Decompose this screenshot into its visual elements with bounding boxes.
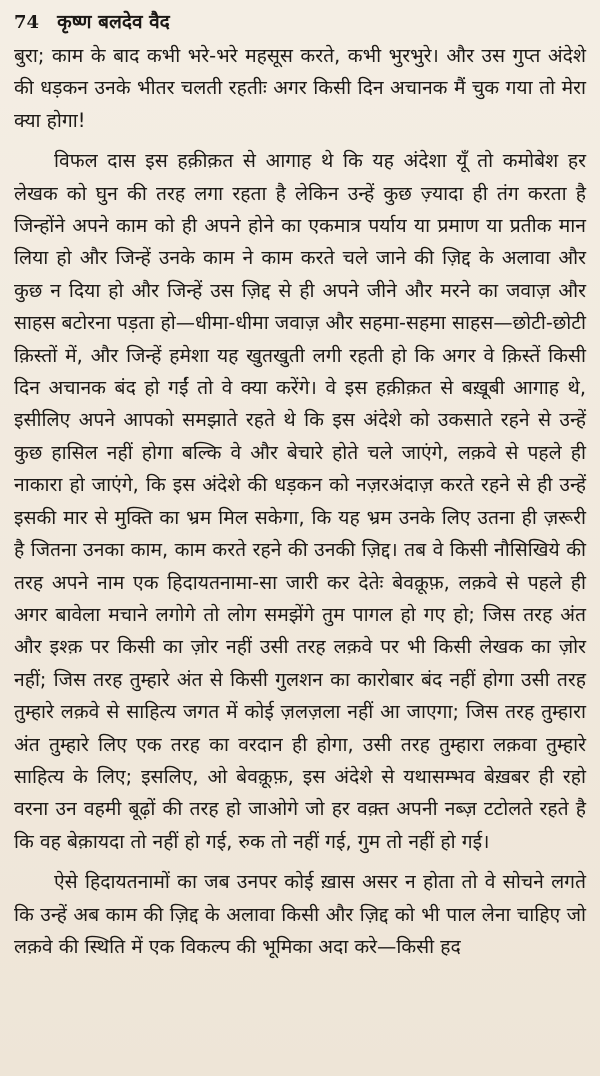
page-content [14,40,586,963]
page-number: 74 [14,12,40,33]
page-header [14,8,586,40]
paragraph-continuation: बुरा; काम के बाद कभी भरे-भरे महसूस करते, कभी भुरभुरे। और उस गुप्त अंदेशे की धड़कन उनके भीतर चलती रहतीः अगर किसी दिन अचानक मैं चुक गया तो मेरा क्या होगा! [14,44,586,132]
paragraph: विफल दास इस हक़ीक़त से आगाह थे कि यह अंदेशा यूँ तो कमोबेश हर लेखक को घुन की तरह लगा रहता है लेकिन उन्हें कुछ ज़्यादा ही तंग करता है जिन्होंने अपने काम को ही अपने होने का एकमात्र पर्याय या प्रमाण या प्रतीक मान लिया हो और जिन्हें उनके काम ने काम करते चले जाने की ज़िद्द के अलावा और कुछ न दिया हो और जिन्हें उस ज़िद्द से ही अपने जीने और मरने का जवाज़ और साहस बटोरना पड़ता हो—धीमा-धीमा जवाज़ और सहमा-सहमा साहस—छोटी-छोटी क़िस्तों में, और जिन्हें हमेशा यह खुतखुती लगी रहती हो कि अगर वे क़िस्तें किसी दिन अचानक बंद हो गईं तो वे क्या करेंगे। वे इस हक़ीक़त से बख़ूबी आगाह थे, इसीलिए अपने आपको समझाते रहते थे कि इस अंदेशे को उकसाते रहने से उन्हें कुछ हासिल नहीं होगा बल्कि वे और बेचारे होते चले जाएंगे, लक़वे से पहले ही नाकारा हो जाएंगे, कि इस अंदेशे की धड़कन को नज़रअंदाज़ करते रहने से ही उन्हें इसकी मार से मुक्ति का भ्रम मिल सकेगा, कि यह भ्रम उनके लिए उतना ही ज़रूरी है जितना उनका काम, काम करते रहने की उनकी ज़िद्द। तब वे किसी नौसिखिये की तरह अपने नाम एक हिदायतनामा-सा जारी कर देतेः बेवक़ूफ़, लक़वे से पहले ही अगर बावेला मचाने लगोगे तो लोग समझेंगे तुम पागल हो गए हो; जिस तरह अंत और इश्क़ पर किसी का ज़ोर नहीं उसी तरह लक़वे पर भी किसी लेखक का ज़ोर नहीं; जिस तरह तुम्हारे अंत से किसी गुलशन का कारोबार बंद नहीं होगा उसी तरह तुम्हारे लक़वे से साहित्य जगत में कोई ज़लज़ला नहीं आ जाएगा; जिस तरह तुम्हारा अंत तुम्हारे लिए एक तरह का वरदान ही होगा, उसी तरह तुम्हारा लक़वा तुम्हारे साहित्य के लिए; इसलिए, ओ बेवक़ूफ़, इस अंदेशे से यथासम्भव बेख़बर ही रहो वरना उन वहमी बूढ़ों की तरह हो जाओगे जो हर वक़्त अपनी नब्ज़ टटोलते रहते है कि वह बेक़ायदा तो नहीं हो गई, रुक तो नहीं गई, गुम तो नहीं हो गई। [14,149,586,853]
running-title: कृष्ण बलदेव वैद [57,11,170,33]
paragraph: ऐसे हिदायतनामों का जब उनपर कोई ख़ास असर न होता तो वे सोचने लगते कि उन्हें अब काम की ज़िद्द के अलावा किसी और ज़िद्द को भी पाल लेना चाहिए जो लक़वे की स्थिति में एक विकल्प की भूमिका अदा करे—किसी हद [14,870,586,958]
